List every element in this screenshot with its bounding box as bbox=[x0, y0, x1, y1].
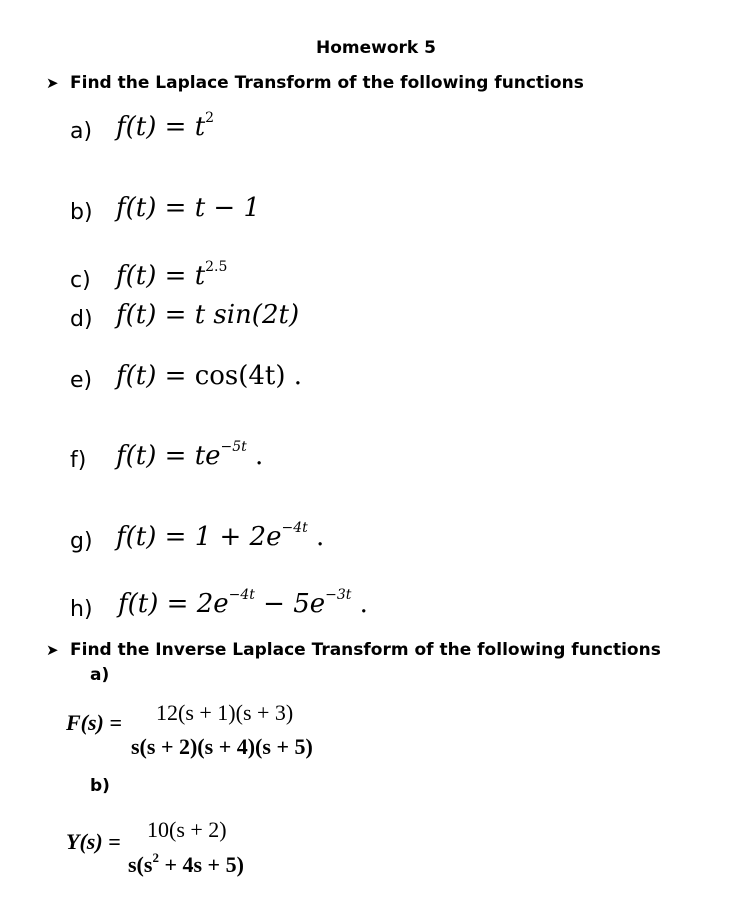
equation-inverse-a-denominator: s(s + 2)(s + 4)(s + 5) bbox=[131, 734, 313, 759]
sub-label-b: b) bbox=[90, 776, 110, 796]
equation-d: f(t) = t sin(2t) bbox=[116, 300, 300, 330]
equation-f: $f(t) = te^{-5t}$ . bbox=[116, 439, 264, 471]
page-title: Homework 5 bbox=[316, 38, 436, 58]
item-label-a: a) bbox=[70, 119, 93, 144]
section-heading-text: Find the Inverse Laplace Transform of the following functions bbox=[70, 640, 661, 660]
arrow-bullet-icon: ➤ bbox=[46, 641, 59, 659]
item-label-h: h) bbox=[70, 597, 93, 622]
item-label-e: e) bbox=[70, 368, 93, 393]
equation-b: f(t) = t − 1 bbox=[116, 193, 260, 223]
section-heading-text: Find the Laplace Transform of the following functions bbox=[70, 73, 584, 93]
equation-g: $f(t) = 1 + 2e^{-4t}$ . bbox=[116, 520, 325, 552]
item-label-c: c) bbox=[70, 268, 91, 293]
equation-inverse-a-lhs: F(s) = bbox=[66, 710, 122, 735]
item-label-b: b) bbox=[70, 200, 93, 225]
equation-h: $f(t) = 2e^{-4t} - 5e^{-3t}$ . bbox=[118, 587, 368, 619]
arrow-bullet-icon: ➤ bbox=[46, 74, 59, 92]
equation-inverse-a-numerator: 12(s + 1)(s + 3) bbox=[156, 700, 294, 725]
section-heading-laplace bbox=[46, 73, 584, 93]
equation-c: $f(t) = t^{2.5}$ bbox=[116, 259, 228, 291]
equation-inverse-b-denominator: $s(s^2 + 4s + 5)$ bbox=[128, 850, 244, 877]
item-label-d: d) bbox=[70, 307, 93, 332]
equation-a: $f(t) = t^2$ bbox=[116, 110, 215, 142]
equation-inverse-b-numerator: 10(s + 2) bbox=[147, 817, 227, 842]
section-heading-inverse bbox=[46, 640, 661, 660]
equation-inverse-b-lhs: Y(s) = bbox=[66, 829, 121, 854]
item-label-f: f) bbox=[70, 448, 87, 473]
sub-label-a: a) bbox=[90, 665, 110, 685]
item-label-g: g) bbox=[70, 529, 93, 554]
equation-e: f(t) = cos(4t) . bbox=[116, 361, 303, 391]
